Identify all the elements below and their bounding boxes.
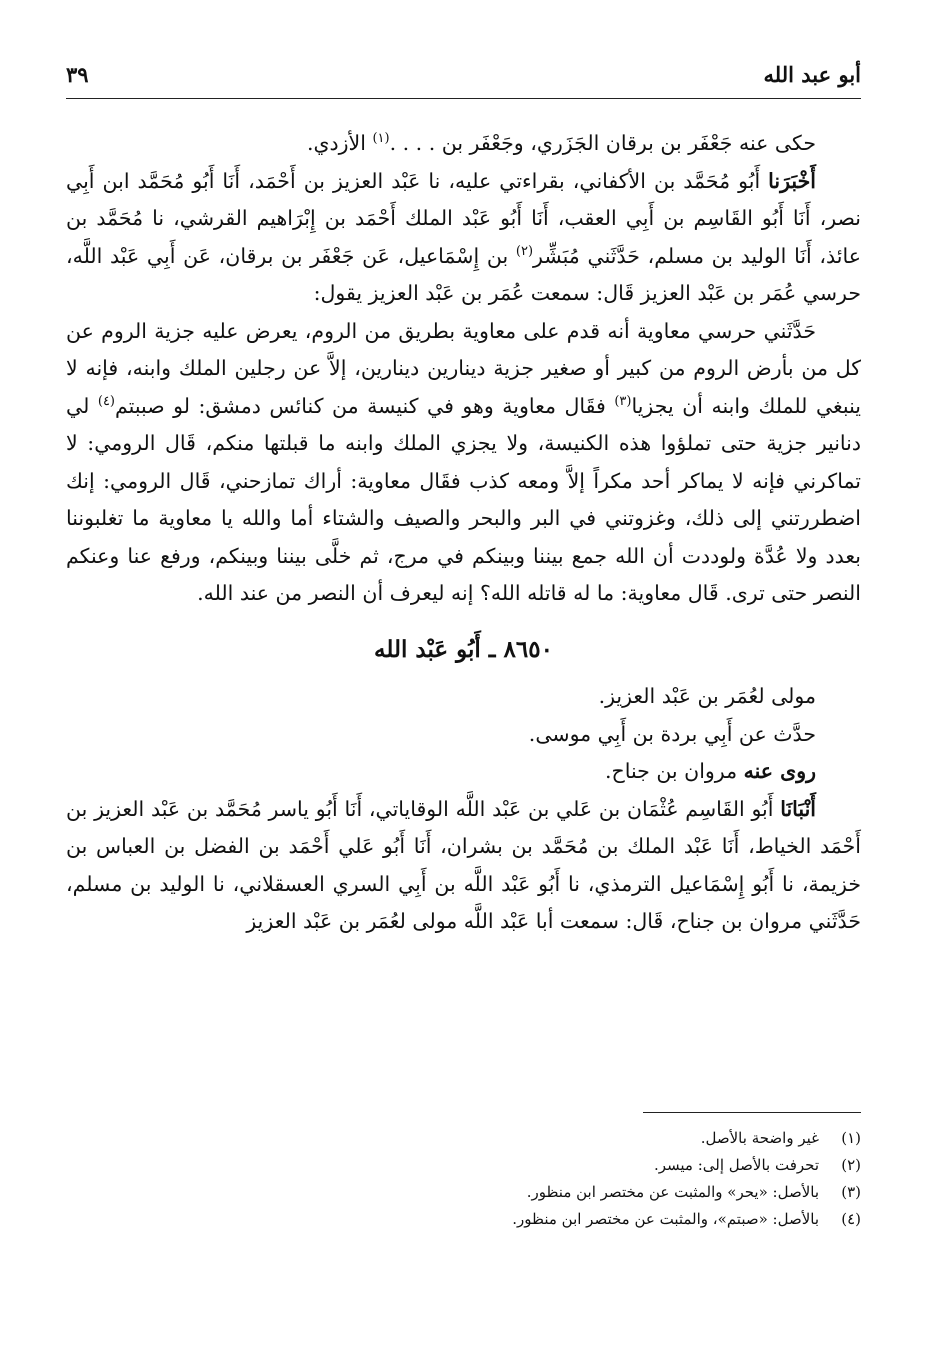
footnote-number: (٣)	[841, 1183, 861, 1201]
footnote-ref-4[interactable]: (٤)	[97, 393, 115, 409]
paragraph-text: فقَال معاوية وهو في كنيسة من كنائس دمشق: لو صببتم	[115, 393, 615, 418]
footnote-text: غير واضحة بالأصل.	[700, 1129, 819, 1147]
paragraph-1	[66, 125, 861, 163]
paragraph-4	[66, 791, 861, 941]
footnote-number: (٤)	[841, 1210, 861, 1228]
footnotes	[66, 1125, 861, 1233]
paragraph-text: أَبُو مُحَمَّد بن الأكفاني، بقراءتي عليه، نا عَبْد العزيز بن أَحْمَد، أَنَا أَبُو مُحَمَّد ابن أَبِي نصر، أَنَا أَبُو القَاسِم بن أَبِي العقب، أَنَا أَبُو عَبْد الملك أَحْمَد بن إِبْرَاهيم القرشي، نا مُحَمَّد بن عائذ، أَنَا الوليد بن مسلم، حَدَّثَني مُبَشِّر	[66, 168, 861, 268]
page-number: ٣٩	[66, 62, 89, 87]
footnote-4	[66, 1206, 861, 1233]
footnote-1	[66, 1125, 861, 1152]
footnote-text: بالأصل: «صبتم»، والمثبت عن مختصر ابن منظور.	[512, 1210, 819, 1228]
header-rule	[66, 98, 861, 99]
paragraph-text: حَدَّثَني حرسي معاوية أنه قدم على معاوية بطريق من الروم، يعرض عليه جزية الروم عن كل من بأرض الروم من كبير أو صغير جزية دينارين دينارين، إلاَّ عن رجلين الملك وابنه، فإنه لا ينبغي للملك وابنه أن يجزيا	[66, 318, 861, 418]
main-text	[66, 125, 861, 941]
isnad-keyword: أَخْبَرَنا	[768, 168, 816, 193]
paragraph-text: مروان بن جناح.	[604, 759, 744, 783]
footnote-text: بالأصل: «يحر» والمثبت عن مختصر ابن منظور.	[526, 1183, 819, 1201]
entry-title: ٨٦٥٠ ـ أَبُو عَبْد الله	[374, 635, 553, 663]
footnote-2	[66, 1152, 861, 1179]
entry-line-2: حدَّث عن أَبِي بردة بن أَبِي موسى.	[528, 721, 816, 746]
footnote-ref-3[interactable]: (٣)	[614, 393, 632, 409]
isnad-keyword: أَنْبَانَا	[780, 796, 816, 821]
entry-line-1: مولى لعُمَر بن عَبْد العزيز.	[598, 684, 816, 708]
paragraph-text: بن إِسْمَاعيل، عَن جَعْفَر بن برقان، عَن أَبِي عَبْد اللَّه، حرسي عُمَر بن عَبْد العزيز قَال: سمعت عُمَر بن عَبْد العزيز يقول:	[66, 243, 861, 305]
paragraph-3	[66, 313, 861, 613]
paragraph-2	[66, 163, 861, 313]
footnote-text: تحرفت بالأصل إلى: ميسر.	[653, 1156, 819, 1174]
paragraph-text: الأزدي.	[306, 131, 373, 155]
footnote-3	[66, 1179, 861, 1206]
footnote-rule	[643, 1112, 861, 1113]
footnote-ref-2[interactable]: (٢)	[515, 243, 534, 259]
footnote-number: (٢)	[841, 1156, 861, 1174]
footnote-ref-1[interactable]: (١)	[372, 131, 390, 147]
footnote-number: (١)	[841, 1129, 861, 1147]
narrator-keyword: روى عنه	[743, 759, 816, 783]
paragraph-text: لي دنانير جزية حتى تملؤوا هذه الكنيسة، ولا يجزي الملك وابنه ما قبلتها منكم، قَال الرومي: لا تماكرني فإنه لا يماكر أحد مكراً إلاَّ ومعه كذب فقَال معاوية: أراك تمازحني، قَال الرومي: إنك اضطررتني إلى ذلك، وغزوتني في البر والبحر والصيف والشتاء أما والله يا معاوية ما تغلبوننا بعدد ولا عُدَّة ولوددت أن الله جمع بيننا وبينكم في مرج، ثم خلَّى بيننا وبينكم، ورفع عنا وعنكم النصر حتى ترى. قَال معاوية: ما له قاتله الله؟ إنه ليعرف أن النصر من عند الله.	[66, 393, 861, 605]
paragraph-text: حكى عنه جَعْفَر بن برقان الجَزَري، وجَعْفَر بن . . . .	[389, 131, 816, 155]
entry-line-3	[66, 753, 861, 791]
paragraph-text: أَبُو القَاسِم عُثْمَان بن عَلي بن عَبْد اللَّه الوقاياتي، أَنَا أَبُو ياسر مُحَمَّد بن عَبْد العزيز بن أَحْمَد الخياط، أَنَا عَبْد الملك بن مُحَمَّد بن بشران، أَنَا أَبُو عَلي أَحْمَد بن الفضل بن العباس بن خزيمة، نا أَبُو إِسْمَاعيل الترمذي، نا أَبُو عَبْد اللَّه بن أَبِي السري العسقلاني، نا الوليد بن مسلم، حَدَّثَني مروان بن جناح، قَال: سمعت أبا عَبْد اللَّه مولى لعُمَر بن عَبْد العزيز	[66, 796, 861, 933]
page-header	[66, 58, 861, 98]
running-title: أبو عبد الله	[763, 62, 861, 87]
